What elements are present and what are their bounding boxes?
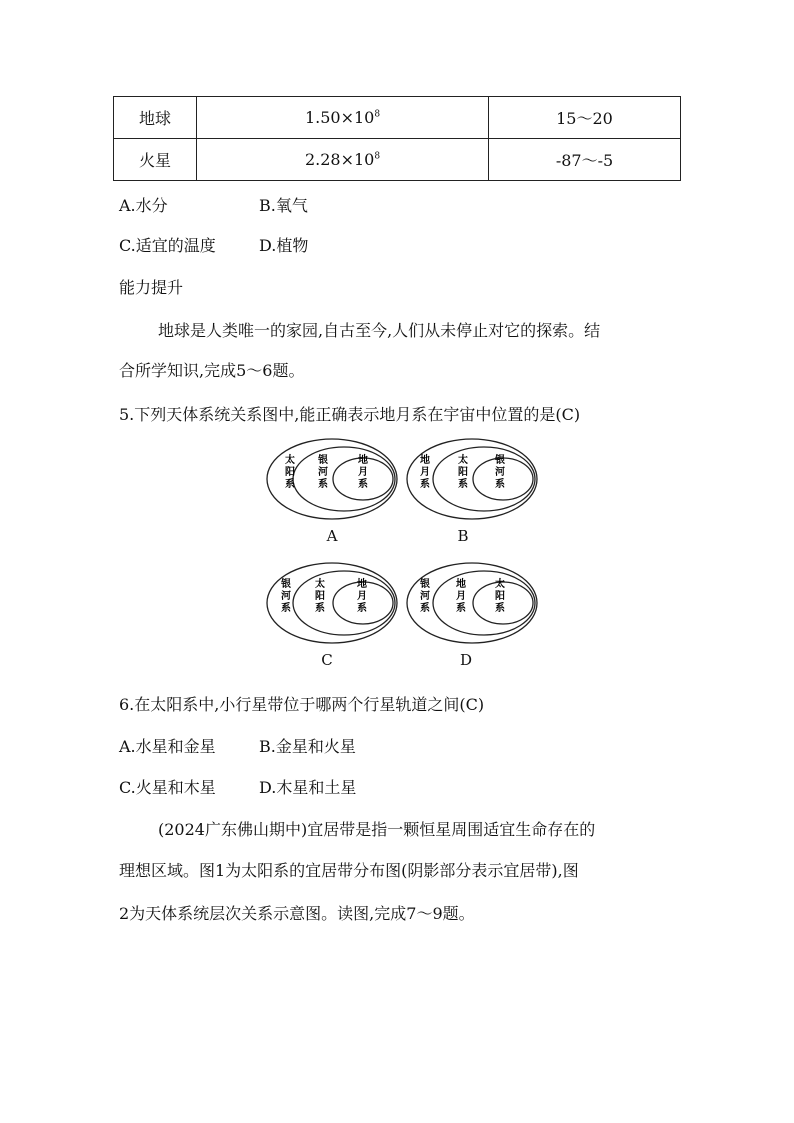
intro2-line3: 2为天体系统层次关系示意图。读图,完成7～9题。 bbox=[119, 904, 475, 923]
q6-option-a: A.水星和金星 bbox=[119, 737, 216, 756]
outer-label: 银河系 bbox=[420, 579, 430, 614]
q6-stem: 6.在太阳系中,小行星带位于哪两个行星轨道之间(C) bbox=[119, 695, 485, 714]
middle-label: 银河系 bbox=[318, 455, 328, 490]
q6-option-c: C.火星和木星 bbox=[119, 778, 216, 797]
q6-option-d: D.木星和土星 bbox=[259, 778, 357, 797]
temperature-cell: -87～-5 bbox=[489, 139, 681, 181]
planet-cell: 地球 bbox=[114, 97, 197, 139]
q6-option-b: B.金星和火星 bbox=[259, 737, 356, 756]
inner-label: 地月系 bbox=[358, 455, 368, 490]
q5-stem: 5.下列天体系统关系图中,能正确表示地月系在宇宙中位置的是(C) bbox=[119, 405, 581, 424]
outer-label: 地月系 bbox=[420, 455, 430, 490]
table-row bbox=[114, 139, 681, 181]
diagram-a-label: A bbox=[326, 527, 338, 545]
inner-label: 太阳系 bbox=[495, 579, 505, 614]
section-title: 能力提升 bbox=[119, 278, 184, 297]
diagram-b-label: B bbox=[457, 527, 469, 545]
inner-label: 银河系 bbox=[495, 455, 505, 490]
outer-label: 银河系 bbox=[281, 579, 291, 614]
outer-label: 太阳系 bbox=[285, 455, 295, 490]
planet-cell: 火星 bbox=[114, 139, 197, 181]
diagram-a bbox=[265, 437, 399, 525]
distance-cell: $1.50\times 10^8$ bbox=[197, 97, 489, 139]
temperature-cell: 15～20 bbox=[489, 97, 681, 139]
q4-option-d: D.植物 bbox=[259, 236, 309, 255]
middle-label: 地月系 bbox=[456, 579, 466, 614]
middle-label: 太阳系 bbox=[315, 579, 325, 614]
inner-label: 地月系 bbox=[357, 579, 367, 614]
diagram-d-label: D bbox=[459, 651, 473, 669]
q4-option-a: A.水分 bbox=[119, 196, 168, 215]
q4-option-b: B.氧气 bbox=[259, 196, 308, 215]
diagram-c-label: C bbox=[321, 651, 333, 669]
diagram-c bbox=[265, 561, 399, 649]
planet-table bbox=[113, 96, 681, 181]
diagram-b bbox=[405, 437, 539, 525]
intro1-line1: 地球是人类唯一的家园,自古至今,人们从未停止对它的探索。结 bbox=[158, 321, 601, 340]
diagram-d bbox=[405, 561, 539, 649]
middle-label: 太阳系 bbox=[458, 455, 468, 490]
intro2-line2: 理想区域。图1为太阳系的宜居带分布图(阴影部分表示宜居带),图 bbox=[119, 861, 579, 880]
intro2-line1: (2024广东佛山期中)宜居带是指一颗恒星周围适宜生命存在的 bbox=[158, 820, 596, 839]
intro1-line2: 合所学知识,完成5～6题。 bbox=[119, 361, 305, 380]
distance-cell: $2.28\times 10^8$ bbox=[197, 139, 489, 181]
q4-option-c: C.适宜的温度 bbox=[119, 236, 216, 255]
table-row bbox=[114, 97, 681, 139]
